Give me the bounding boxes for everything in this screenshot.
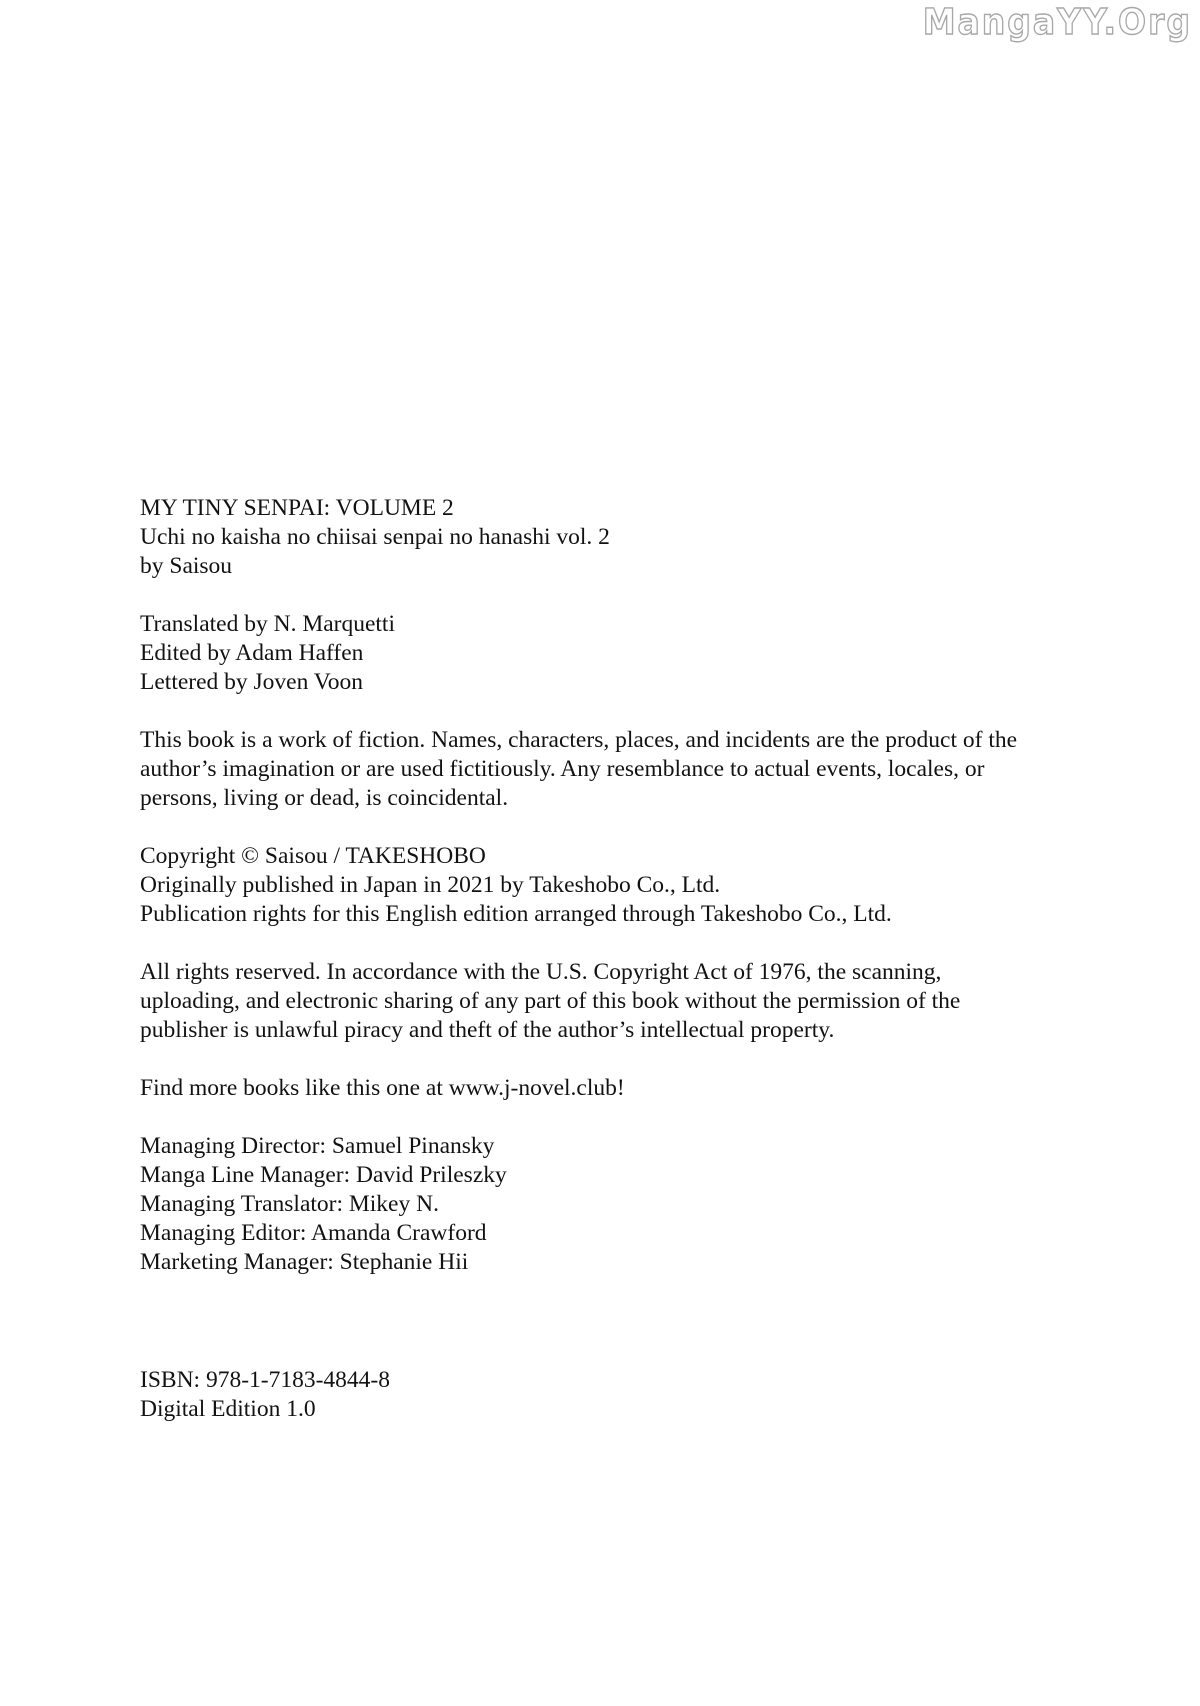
book-title: MY TINY SENPAI: VOLUME 2: [140, 495, 454, 521]
credits-block: [140, 610, 1018, 697]
mangayy-watermark-logo: MangaYY.Org: [922, 0, 1192, 43]
romaji-title: Uchi no kaisha no chiisai senpai no hanashi vol. 2: [140, 524, 610, 550]
find-more-line: Find more books like this one at www.j-novel.club!: [140, 1075, 625, 1101]
copyright-line: Copyright © Saisou / TAKESHOBO: [140, 843, 486, 869]
colophon-text-block: [140, 494, 1018, 1424]
title-block: [140, 494, 1018, 581]
fiction-disclaimer: This book is a work of fiction. Names, characters, places, and incidents are the product of the author’s imagination or are used fictitiously. Any resemblance to actual events, locales, or persons, living or dead, is coincidental.: [140, 727, 1018, 811]
publication-rights-line: Publication rights for this English edition arranged through Takeshobo Co., Ltd.: [140, 901, 892, 927]
marketing-manager-credit: Marketing Manager: Stephanie Hii: [140, 1249, 469, 1275]
rights-notice: All rights reserved. In accordance with the U.S. Copyright Act of 1976, the scanning, uploading, and electronic sharing of any part of this book without the permission of the publisher is unlawful piracy and theft of the author’s intellectual property.: [140, 959, 961, 1043]
letterer-credit: Lettered by Joven Voon: [140, 669, 363, 695]
translator-credit: Translated by N. Marquetti: [140, 611, 395, 637]
edition-block: [140, 1366, 1018, 1424]
original-publication-line: Originally published in Japan in 2021 by Takeshobo Co., Ltd.: [140, 872, 721, 898]
managing-translator-credit: Managing Translator: Mikey N.: [140, 1191, 439, 1217]
isbn-line: ISBN: 978-1-7183-4844-8: [140, 1367, 390, 1393]
author-credit: by Saisou: [140, 553, 233, 579]
managing-editor-credit: Managing Editor: Amanda Crawford: [140, 1220, 487, 1246]
digital-edition-line: Digital Edition 1.0: [140, 1396, 316, 1422]
staff-block: [140, 1132, 1018, 1277]
managing-director-credit: Managing Director: Samuel Pinansky: [140, 1133, 495, 1159]
copyright-block: [140, 842, 1018, 929]
manga-line-manager-credit: Manga Line Manager: David Prileszky: [140, 1162, 507, 1188]
editor-credit: Edited by Adam Haffen: [140, 640, 364, 666]
